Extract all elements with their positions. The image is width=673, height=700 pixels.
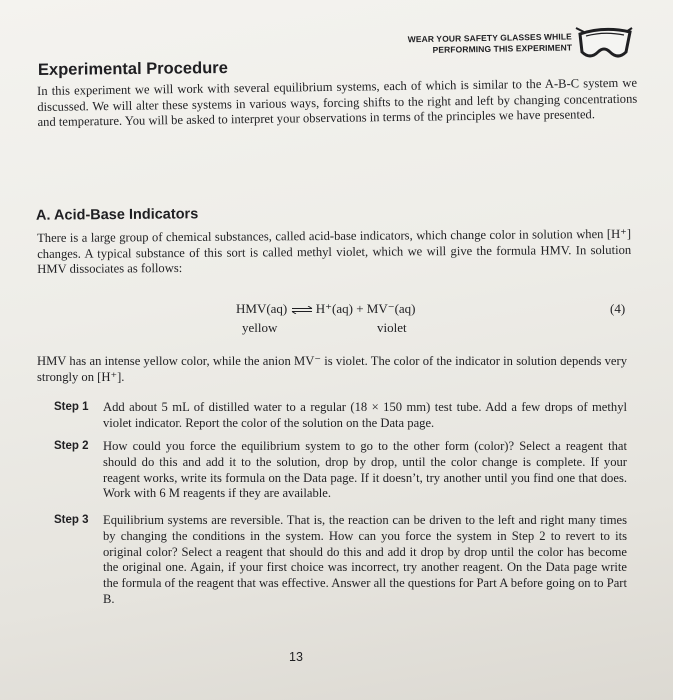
step-label: Step 2: [54, 440, 89, 452]
step-label: Step 1: [54, 401, 89, 413]
page-number: 13: [289, 650, 303, 664]
safety-notice-line2: PERFORMING THIS EXPERIMENT: [432, 42, 573, 55]
equation-left: HMV(aq): [236, 301, 288, 316]
goggles-icon: [572, 18, 636, 68]
equation-label-violet: violet: [377, 320, 407, 335]
intro-paragraph: In this experiment we will work with several equilibrium systems, each of which is similar to the A-B-C system we discussed. We will alter these systems in various ways, forcing shifts to the right and left by changing concentrations and temperature. You will be asked to interpret your observations in terms of the principles we have presented.: [37, 75, 638, 130]
safety-notice-line1: WEAR YOUR SAFETY GLASSES WHILE: [407, 31, 572, 45]
equilibrium-arrow-icon: [291, 306, 313, 314]
section-a-paragraph-2: HMV has an intense yellow color, while the anion MV⁻ is violet. The color of the indicator in solution depends very strongly on [H⁺].: [37, 354, 627, 384]
equilibrium-equation: [236, 301, 416, 317]
equation-label-yellow: yellow: [242, 320, 278, 335]
step-label: Step 3: [54, 514, 89, 526]
section-a-paragraph: There is a large group of chemical substances, called acid-base indicators, which change color in solution when [H⁺] changes. A typical substance of this sort is called methyl violet, which we will give the formula HMV. In solution HMV dissociates as follows:: [37, 226, 632, 277]
step-text: How could you force the equilibrium system to go to the other form (color)? Select a reagent that should do this and add it to the solution, drop by drop, until the color change is complete. If your reagent works, write its formula on the Data page. If it doesn’t, try another until you find one that does. Work with 6 M reagents if they are available.: [103, 439, 627, 501]
safety-notice: [392, 31, 572, 56]
equation-number: (4): [610, 301, 626, 316]
step-text: Add about 5 mL of distilled water to a regular (18 × 150 mm) test tube. Add a few drops of methyl violet indicator. Report the color of the solution on the Data page.: [103, 400, 627, 430]
equation-right: H⁺(aq) + MV⁻(aq): [315, 301, 416, 316]
step-text: Equilibrium systems are reversible. That is, the reaction can be driven to the left and right many times by changing the conditions in the system. How can you force the system in Step 2 to revert to its original color? Select a reagent that should do this and add it drop by drop until the color has become the original one. Again, if your first choice was incorrect, try another reagent. On the Data page write the formula of the reagent that was effective. Answer all the questions for Part A before going on to Part B.: [103, 513, 627, 606]
section-a-title: A. Acid-Base Indicators: [35, 206, 199, 224]
page-title: Experimental Procedure: [37, 59, 228, 79]
